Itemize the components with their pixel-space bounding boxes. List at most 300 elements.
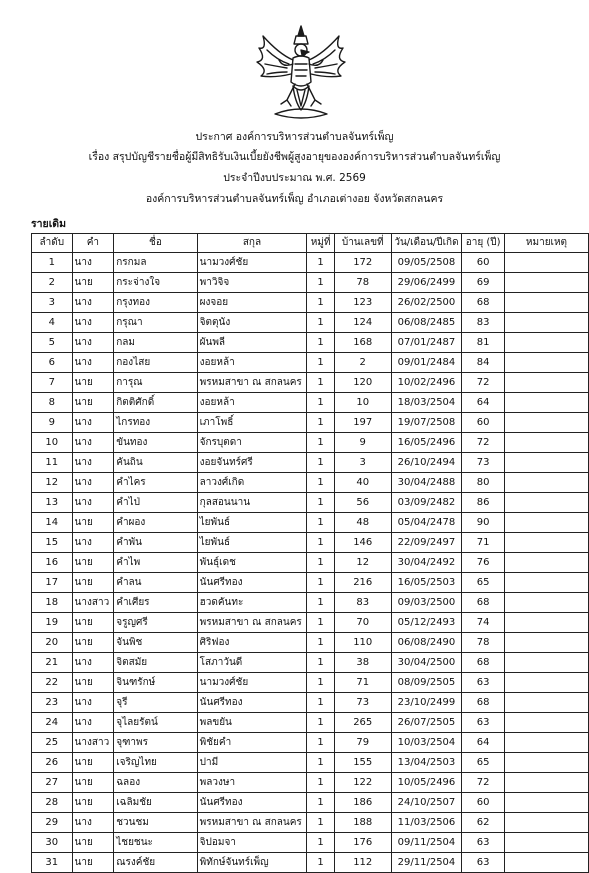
row-index: 16 [32, 553, 73, 573]
row-remarks [504, 353, 588, 373]
col-header-first-name: ชื่อ [114, 234, 197, 253]
row-birth-date: 06/08/2490 [391, 633, 462, 653]
row-remarks [504, 753, 588, 773]
col-header-house-number: บ้านเลขที่ [334, 234, 391, 253]
row-age: 60 [462, 253, 505, 273]
row-house-number: 172 [334, 253, 391, 273]
row-surname: นามวงศ์ชัย [197, 253, 307, 273]
row-first-name: ฉลอง [114, 773, 197, 793]
row-remarks [504, 313, 588, 333]
row-surname: เภาโพธิ์ [197, 413, 307, 433]
row-village: 1 [307, 293, 335, 313]
row-first-name: จุรี [114, 693, 197, 713]
row-age: 65 [462, 573, 505, 593]
row-village: 1 [307, 833, 335, 853]
row-title: นาย [72, 793, 114, 813]
row-age: 72 [462, 773, 505, 793]
row-title: นาย [72, 573, 114, 593]
table-row [32, 353, 589, 373]
row-age: 78 [462, 633, 505, 653]
row-house-number: 110 [334, 633, 391, 653]
row-age: 84 [462, 353, 505, 373]
row-surname: นามวงศ์ชัย [197, 673, 307, 693]
row-house-number: 3 [334, 453, 391, 473]
row-village: 1 [307, 713, 335, 733]
row-title: นาง [72, 453, 114, 473]
row-birth-date: 23/10/2499 [391, 693, 462, 713]
row-title: นาย [72, 553, 114, 573]
row-village: 1 [307, 533, 335, 553]
row-first-name: กลม [114, 333, 197, 353]
row-house-number: 73 [334, 693, 391, 713]
garuda-emblem [253, 24, 349, 124]
row-age: 81 [462, 333, 505, 353]
row-age: 86 [462, 493, 505, 513]
table-row [32, 813, 589, 833]
row-surname: พาวิจิจ [197, 273, 307, 293]
row-remarks [504, 713, 588, 733]
row-title: นาง [72, 413, 114, 433]
row-first-name: กองไสย [114, 353, 197, 373]
row-house-number: 56 [334, 493, 391, 513]
table-row [32, 293, 589, 313]
row-first-name: เฉลิมชัย [114, 793, 197, 813]
row-index: 29 [32, 813, 73, 833]
row-index: 19 [32, 613, 73, 633]
table-row [32, 513, 589, 533]
row-birth-date: 10/03/2504 [391, 733, 462, 753]
row-remarks [504, 493, 588, 513]
beneficiary-table [31, 233, 589, 873]
row-village: 1 [307, 313, 335, 333]
row-first-name: กรกมล [114, 253, 197, 273]
row-title: นาย [72, 373, 114, 393]
row-birth-date: 03/09/2482 [391, 493, 462, 513]
row-title: นาง [72, 353, 114, 373]
row-surname: ไยพันธ์ [197, 533, 307, 553]
table-row [32, 633, 589, 653]
row-birth-date: 05/04/2478 [391, 513, 462, 533]
row-age: 65 [462, 753, 505, 773]
table-row [32, 373, 589, 393]
row-house-number: 124 [334, 313, 391, 333]
row-village: 1 [307, 573, 335, 593]
row-title: นาย [72, 773, 114, 793]
row-village: 1 [307, 273, 335, 293]
table-row [32, 413, 589, 433]
row-village: 1 [307, 693, 335, 713]
row-age: 83 [462, 313, 505, 333]
row-surname: งอยหล้า [197, 353, 307, 373]
row-index: 14 [32, 513, 73, 533]
row-surname: จิปอมจา [197, 833, 307, 853]
row-village: 1 [307, 353, 335, 373]
row-index: 3 [32, 293, 73, 313]
row-house-number: 71 [334, 673, 391, 693]
row-village: 1 [307, 733, 335, 753]
row-first-name: จุไลยรัตน์ [114, 713, 197, 733]
row-remarks [504, 733, 588, 753]
row-index: 31 [32, 853, 73, 873]
row-index: 25 [32, 733, 73, 753]
row-village: 1 [307, 393, 335, 413]
table-row [32, 433, 589, 453]
row-remarks [504, 513, 588, 533]
row-village: 1 [307, 473, 335, 493]
row-title: นาง [72, 693, 114, 713]
row-title: นาย [72, 273, 114, 293]
row-birth-date: 22/09/2497 [391, 533, 462, 553]
row-index: 4 [32, 313, 73, 333]
row-surname: พลวงษา [197, 773, 307, 793]
row-first-name: ชวนชม [114, 813, 197, 833]
row-birth-date: 29/06/2499 [391, 273, 462, 293]
row-index: 8 [32, 393, 73, 413]
row-first-name: กรุณา [114, 313, 197, 333]
row-village: 1 [307, 253, 335, 273]
row-first-name: คำไป่ [114, 493, 197, 513]
row-remarks [504, 453, 588, 473]
table-row [32, 393, 589, 413]
row-remarks [504, 333, 588, 353]
row-remarks [504, 633, 588, 653]
row-birth-date: 08/09/2505 [391, 673, 462, 693]
row-first-name: ณรงค์ชัย [114, 853, 197, 873]
row-first-name: คำผอง [114, 513, 197, 533]
row-title: นาย [72, 513, 114, 533]
row-index: 12 [32, 473, 73, 493]
row-surname: โสภาวันดี [197, 653, 307, 673]
row-birth-date: 26/10/2494 [391, 453, 462, 473]
row-title: นาย [72, 753, 114, 773]
row-house-number: 146 [334, 533, 391, 553]
col-header-index: ลำดับ [32, 234, 73, 253]
table-row [32, 593, 589, 613]
row-title: นาย [72, 393, 114, 413]
row-birth-date: 29/11/2504 [391, 853, 462, 873]
row-index: 15 [32, 533, 73, 553]
row-village: 1 [307, 773, 335, 793]
row-age: 62 [462, 813, 505, 833]
table-row [32, 553, 589, 573]
row-birth-date: 06/08/2485 [391, 313, 462, 333]
row-age: 68 [462, 653, 505, 673]
table-header-row [32, 234, 589, 253]
row-age: 63 [462, 713, 505, 733]
row-first-name: คำไพ [114, 553, 197, 573]
row-title: นาง [72, 313, 114, 333]
row-surname: ลาวงศ์เกิด [197, 473, 307, 493]
row-first-name: คำพัน [114, 533, 197, 553]
row-birth-date: 30/04/2488 [391, 473, 462, 493]
row-first-name: คำลน [114, 573, 197, 593]
row-index: 28 [32, 793, 73, 813]
row-first-name: คันถิน [114, 453, 197, 473]
table-row [32, 453, 589, 473]
row-age: 69 [462, 273, 505, 293]
table-row [32, 333, 589, 353]
row-village: 1 [307, 513, 335, 533]
row-birth-date: 09/01/2484 [391, 353, 462, 373]
row-first-name: จรูญศรี [114, 613, 197, 633]
row-index: 22 [32, 673, 73, 693]
row-house-number: 78 [334, 273, 391, 293]
row-house-number: 12 [334, 553, 391, 573]
table-row [32, 313, 589, 333]
col-header-birth-date: วัน/เดือน/ปีเกิด [391, 234, 462, 253]
table-row [32, 693, 589, 713]
organization-location: องค์การบริหารส่วนตำบลจันทร์เพ็ญ อำเภอเต่างอย จังหวัดสกลนคร [145, 193, 444, 205]
row-age: 60 [462, 793, 505, 813]
row-title: นาง [72, 653, 114, 673]
row-remarks [504, 393, 588, 413]
row-remarks [504, 653, 588, 673]
row-surname: ศิริฟอง [197, 633, 307, 653]
row-birth-date: 10/05/2496 [391, 773, 462, 793]
row-first-name: ไชยชนะ [114, 833, 197, 853]
row-village: 1 [307, 433, 335, 453]
row-index: 1 [32, 253, 73, 273]
row-house-number: 168 [334, 333, 391, 353]
row-age: 63 [462, 853, 505, 873]
row-age: 68 [462, 593, 505, 613]
row-index: 21 [32, 653, 73, 673]
row-remarks [504, 473, 588, 493]
row-house-number: 216 [334, 573, 391, 593]
row-village: 1 [307, 593, 335, 613]
row-remarks [504, 593, 588, 613]
row-surname: ผันพลี [197, 333, 307, 353]
row-age: 63 [462, 833, 505, 853]
row-remarks [504, 373, 588, 393]
row-village: 1 [307, 793, 335, 813]
row-age: 64 [462, 393, 505, 413]
row-village: 1 [307, 673, 335, 693]
row-age: 74 [462, 613, 505, 633]
row-remarks [504, 853, 588, 873]
table-row [32, 653, 589, 673]
row-birth-date: 09/03/2500 [391, 593, 462, 613]
row-house-number: 122 [334, 773, 391, 793]
row-index: 26 [32, 753, 73, 773]
row-birth-date: 11/03/2506 [391, 813, 462, 833]
row-house-number: 197 [334, 413, 391, 433]
row-title: นาง [72, 813, 114, 833]
row-village: 1 [307, 613, 335, 633]
row-house-number: 265 [334, 713, 391, 733]
row-village: 1 [307, 853, 335, 873]
row-first-name: ไกรทอง [114, 413, 197, 433]
row-surname: พรหมสาขา ณ สกลนคร [197, 373, 307, 393]
row-surname: พิชัยคำ [197, 733, 307, 753]
row-surname: จิตตุนัง [197, 313, 307, 333]
row-first-name: จิตสมัย [114, 653, 197, 673]
row-index: 27 [32, 773, 73, 793]
row-house-number: 83 [334, 593, 391, 613]
row-first-name: จันพิช [114, 633, 197, 653]
table-row [32, 493, 589, 513]
col-header-age: อายุ (ปี) [462, 234, 505, 253]
row-surname: ฮวดคันทะ [197, 593, 307, 613]
row-first-name: กระจ่างใจ [114, 273, 197, 293]
row-house-number: 79 [334, 733, 391, 753]
row-index: 30 [32, 833, 73, 853]
row-village: 1 [307, 633, 335, 653]
row-birth-date: 13/04/2503 [391, 753, 462, 773]
row-village: 1 [307, 373, 335, 393]
row-index: 23 [32, 693, 73, 713]
row-surname: นันศรีทอง [197, 573, 307, 593]
col-header-village: หมู่ที่ [307, 234, 335, 253]
row-index: 10 [32, 433, 73, 453]
table-row [32, 533, 589, 553]
row-house-number: 186 [334, 793, 391, 813]
row-birth-date: 10/02/2496 [391, 373, 462, 393]
col-header-title: คำ [72, 234, 114, 253]
fiscal-year: ประจำปีงบประมาณ พ.ศ. 2569 [223, 172, 366, 184]
table-row [32, 853, 589, 873]
row-village: 1 [307, 553, 335, 573]
row-surname: พิทักษ์จันทร์เพ็ญ [197, 853, 307, 873]
row-age: 73 [462, 453, 505, 473]
row-age: 60 [462, 413, 505, 433]
row-surname: นันศรีทอง [197, 793, 307, 813]
row-house-number: 155 [334, 753, 391, 773]
row-remarks [504, 793, 588, 813]
row-surname: พรหมสาขา ณ สกลนคร [197, 613, 307, 633]
row-house-number: 176 [334, 833, 391, 853]
section-label: รายเดิม [31, 218, 67, 230]
row-house-number: 70 [334, 613, 391, 633]
row-remarks [504, 693, 588, 713]
row-first-name: จุฑาพร [114, 733, 197, 753]
announcement-title: ประกาศ องค์การบริหารส่วนตำบลจันทร์เพ็ญ [195, 131, 394, 143]
row-surname: พลขยัน [197, 713, 307, 733]
row-index: 13 [32, 493, 73, 513]
row-surname: งอยจันทร์ศรี [197, 453, 307, 473]
row-remarks [504, 413, 588, 433]
row-title: นาง [72, 493, 114, 513]
row-title: นาง [72, 433, 114, 453]
row-first-name: ขันทอง [114, 433, 197, 453]
row-remarks [504, 533, 588, 553]
row-birth-date: 30/04/2500 [391, 653, 462, 673]
row-house-number: 188 [334, 813, 391, 833]
row-village: 1 [307, 413, 335, 433]
row-title: นาง [72, 533, 114, 553]
row-surname: งอยหล้า [197, 393, 307, 413]
table-row [32, 613, 589, 633]
row-index: 5 [32, 333, 73, 353]
row-title: นาย [72, 633, 114, 653]
row-title: นาง [72, 473, 114, 493]
row-first-name: คำเศียร [114, 593, 197, 613]
row-remarks [504, 813, 588, 833]
row-house-number: 2 [334, 353, 391, 373]
row-birth-date: 19/07/2508 [391, 413, 462, 433]
col-header-remarks: หมายเหตุ [504, 234, 588, 253]
row-age: 68 [462, 293, 505, 313]
col-header-surname: สกุล [197, 234, 307, 253]
row-age: 63 [462, 673, 505, 693]
row-age: 80 [462, 473, 505, 493]
row-title: นาย [72, 833, 114, 853]
row-age: 72 [462, 373, 505, 393]
row-age: 90 [462, 513, 505, 533]
row-surname: พันธุ์เดช [197, 553, 307, 573]
row-birth-date: 09/11/2504 [391, 833, 462, 853]
table-row [32, 273, 589, 293]
row-remarks [504, 573, 588, 593]
row-age: 71 [462, 533, 505, 553]
table-row [32, 733, 589, 753]
row-age: 64 [462, 733, 505, 753]
row-surname: จักรบุตดา [197, 433, 307, 453]
row-remarks [504, 613, 588, 633]
row-remarks [504, 293, 588, 313]
row-first-name: กรุงทอง [114, 293, 197, 313]
row-title: นางสาว [72, 733, 114, 753]
row-birth-date: 16/05/2496 [391, 433, 462, 453]
row-title: นาง [72, 293, 114, 313]
row-title: นาง [72, 253, 114, 273]
row-title: นาง [72, 713, 114, 733]
row-age: 76 [462, 553, 505, 573]
row-index: 7 [32, 373, 73, 393]
row-index: 17 [32, 573, 73, 593]
row-remarks [504, 273, 588, 293]
row-house-number: 38 [334, 653, 391, 673]
row-house-number: 10 [334, 393, 391, 413]
table-row [32, 753, 589, 773]
row-house-number: 123 [334, 293, 391, 313]
table-row [32, 253, 589, 273]
row-surname: พรหมสาขา ณ สกลนคร [197, 813, 307, 833]
row-index: 18 [32, 593, 73, 613]
row-village: 1 [307, 753, 335, 773]
row-age: 72 [462, 433, 505, 453]
announcement-subject: เรื่อง สรุปบัญชีรายชื่อผู้มีสิทธิรับเงินเบี้ยยังชีพผู้สูงอายุขององค์การบริหารส่วนตำบลจันทร์เพ็ญ [88, 151, 501, 163]
row-title: นาย [72, 853, 114, 873]
row-surname: ปามี [197, 753, 307, 773]
row-first-name: คำไคร [114, 473, 197, 493]
row-index: 6 [32, 353, 73, 373]
row-village: 1 [307, 333, 335, 353]
table-row [32, 773, 589, 793]
row-birth-date: 05/12/2493 [391, 613, 462, 633]
row-birth-date: 26/07/2505 [391, 713, 462, 733]
row-birth-date: 24/10/2507 [391, 793, 462, 813]
row-surname: กุลสอนนาน [197, 493, 307, 513]
row-birth-date: 30/04/2492 [391, 553, 462, 573]
row-village: 1 [307, 813, 335, 833]
row-house-number: 48 [334, 513, 391, 533]
row-index: 24 [32, 713, 73, 733]
row-village: 1 [307, 653, 335, 673]
row-house-number: 120 [334, 373, 391, 393]
row-remarks [504, 433, 588, 453]
row-age: 68 [462, 693, 505, 713]
row-surname: นันศรีทอง [197, 693, 307, 713]
row-index: 9 [32, 413, 73, 433]
row-title: นาย [72, 673, 114, 693]
row-first-name: กิตติศักดิ์ [114, 393, 197, 413]
row-first-name: จินฑรักษ์ [114, 673, 197, 693]
row-remarks [504, 673, 588, 693]
row-remarks [504, 773, 588, 793]
row-village: 1 [307, 493, 335, 513]
row-village: 1 [307, 453, 335, 473]
